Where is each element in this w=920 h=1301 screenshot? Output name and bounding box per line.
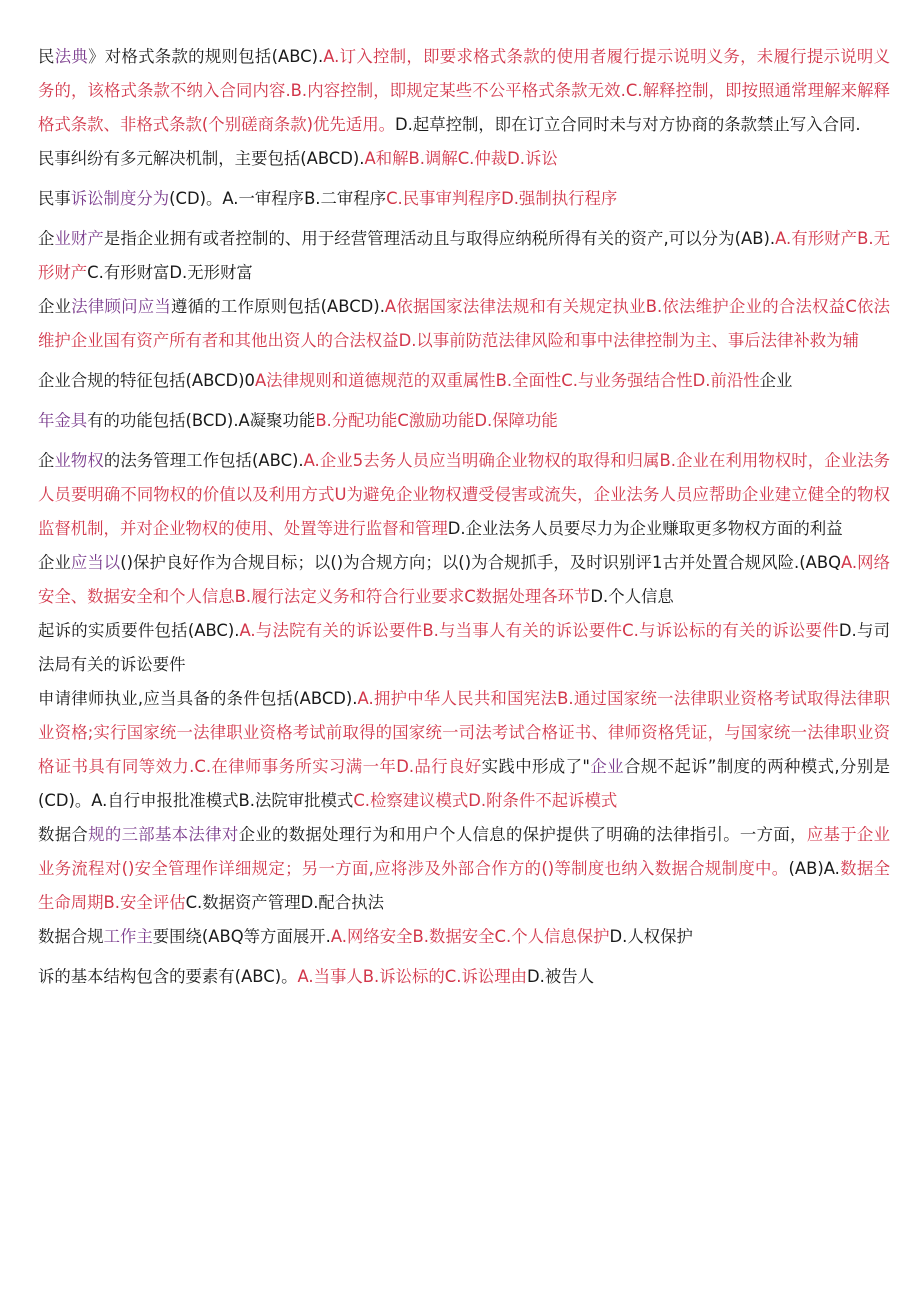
text-run: 规的三部基本法律对: [88, 825, 239, 844]
text-run: 企业: [38, 297, 72, 316]
text-run: 法典: [54, 47, 89, 66]
text-run: (CD)。A.一审程序B.二审程序: [169, 189, 387, 208]
text-run: A.拥护中华人民共和国宪法B.通过国家统一法律职业资格考试取得法律职业资格;实行国家统一法律职业资格考试前取得的国家统一司法考试合格证书、律师资格凭证，与国家统一法律职业资格证书具有同等效力.C.在律师事务所实习满一年D.品行良好: [38, 689, 890, 776]
para-3: [38, 182, 890, 216]
text-run: 年金具: [38, 411, 88, 430]
text-run: B.分配功能C激励功能D.保障功能: [315, 411, 558, 430]
text-run: 是指企业拥有或者控制的、用于经营管理活动且与取得应纳税所得有关的资产,可以分为(AB).: [103, 229, 776, 248]
para-11: [38, 682, 890, 818]
text-run: 民: [38, 47, 55, 66]
document-page: [38, 40, 890, 994]
text-run: 企业的数据处理行为和用户个人信息的保护提供了明确的法律指引。一方面，: [238, 825, 807, 844]
para-4: [38, 222, 890, 290]
text-run: C.数据资产管理D.配合执法: [185, 893, 384, 912]
text-run: C.民事审判程序D.强制执行程序: [386, 189, 618, 208]
text-run: A.当事人B.诉讼标的C.诉讼理由: [297, 967, 528, 986]
text-run: 遵循的工作原则包括(ABCD).: [171, 297, 385, 316]
text-run: 数据合: [38, 825, 89, 844]
para-2: [38, 142, 890, 176]
text-run: 应基于企业业务流程对()安全管理作详细规定；另一方面,应将涉及外部合作方的()等制度也纳入数据合规制度中。: [38, 825, 891, 878]
text-run: 有的功能包括(BCD).A凝聚功能: [87, 411, 316, 430]
text-run: 企业: [759, 371, 793, 390]
text-run: D.个人信息: [590, 587, 674, 606]
text-run: C.检察建议模式D.附条件不起诉模式: [353, 791, 618, 810]
para-9: [38, 546, 890, 614]
text-run: 企业合规的特征包括(ABCD)0: [38, 371, 255, 390]
text-run: A.与法院有关的诉讼要件B.与当事人有关的诉讼要件C.与诉讼标的有关的诉讼要件: [239, 621, 839, 640]
para-10: [38, 614, 890, 682]
text-run: 企: [38, 229, 55, 248]
text-run: A法律规则和道德规范的双重属性B.全面性C.与业务强结合性D.前沿性: [254, 371, 760, 390]
para-5: [38, 290, 890, 358]
text-run: 企业: [589, 757, 624, 776]
text-run: 数据全生命周期B.安全评估: [38, 859, 891, 912]
text-run: A.企业5去务人员应当明确企业物权的取得和归属B.企业在利用物权时，企业法务人员要明确不同物权的价值以及利用方式U为避免企业物权遭受侵害或流失，企业法务人员应帮助企业建立健全的物权监督机制，并对企业物权的使用、处置等进行监督和管理: [38, 451, 891, 538]
text-run: 应当以: [70, 553, 121, 572]
text-run: 实践中形成了": [481, 757, 590, 776]
text-run: D.被告人: [527, 967, 595, 986]
text-run: 民事纠纷有多元解决机制，主要包括(ABCD).: [38, 149, 365, 168]
para-13: [38, 920, 890, 954]
text-run: D.企业法务人员要尽力为企业赚取更多物权方面的利益: [447, 519, 843, 538]
text-run: C.有形财富D.无形财富: [87, 263, 253, 282]
text-run: A和解B.调解C.仲裁D.诉讼: [364, 149, 558, 168]
text-run: 数据合规: [38, 927, 104, 946]
text-run: 业物权: [54, 451, 104, 470]
text-run: 的法务管理工作包括(ABC).: [103, 451, 304, 470]
text-run: 》对格式条款的规则包括(ABC).: [88, 47, 324, 66]
text-run: (AB)A.: [788, 859, 840, 878]
text-run: D.起草控制，即在订立合同时未与对方协商的条款禁止写入合同.: [395, 115, 861, 134]
para-12: [38, 818, 890, 920]
text-run: D.人权保护: [609, 927, 693, 946]
text-run: A.网络安全B.数据安全C.个人信息保护: [330, 927, 610, 946]
para-14: [38, 960, 890, 994]
text-run: ()保护良好作为合规目标；以()为合规方向；以()为合规抓手，及时识别评1古并处置合规风险.(ABQ: [120, 553, 841, 572]
text-run: 工作主: [103, 927, 153, 946]
text-run: D.与司法局有关的诉讼要件: [38, 621, 890, 674]
para-8: [38, 444, 890, 546]
text-run: A依据国家法律法规和有关规定执业B.依法维护企业的合法权益C依法维护企业国有资产所有者和其他出资人的合法权益D.以事前防范法律风险和事中法律控制为主、事后法律补救为辅: [38, 297, 891, 350]
text-run: 企: [38, 451, 55, 470]
text-run: 起诉的实质要件包括(ABC).: [38, 621, 240, 640]
text-run: 申请律师执业,应当具备的条件包括(ABCD).: [38, 689, 358, 708]
text-run: 合规不起诉”制度的两种模式,分别是(CD)。A.自行申报批准模式B.法院审批模式: [38, 757, 891, 810]
text-run: 企业: [38, 553, 71, 572]
text-run: A.网络安全、数据安全和个人信息B.履行法定义务和符合行业要求C数据处理各环节: [38, 553, 891, 606]
text-run: 要围绕(ABQ等方面展开.: [152, 927, 331, 946]
text-run: 诉的基本结构包含的要素有(ABC)。: [38, 967, 298, 986]
text-run: 民事: [38, 189, 71, 208]
text-run: A.有形财产B.无形财产: [38, 229, 891, 282]
para-7: [38, 404, 890, 438]
text-run: 业财产: [54, 229, 104, 248]
text-run: 诉讼制度分为: [70, 189, 170, 208]
para-6: [38, 364, 890, 398]
para-1: [38, 40, 890, 142]
text-run: 法律顾问应当: [71, 297, 172, 316]
text-run: A.订入控制，即要求格式条款的使用者履行提示说明义务，未履行提示说明义务的，该格式条款不纳入合同内容.B.内容控制，即规定某些不公平格式条款无效.C.解释控制，即按照通常理解来解释格式条款、非格式条款(个别磋商条款)优先适用。: [38, 47, 890, 134]
